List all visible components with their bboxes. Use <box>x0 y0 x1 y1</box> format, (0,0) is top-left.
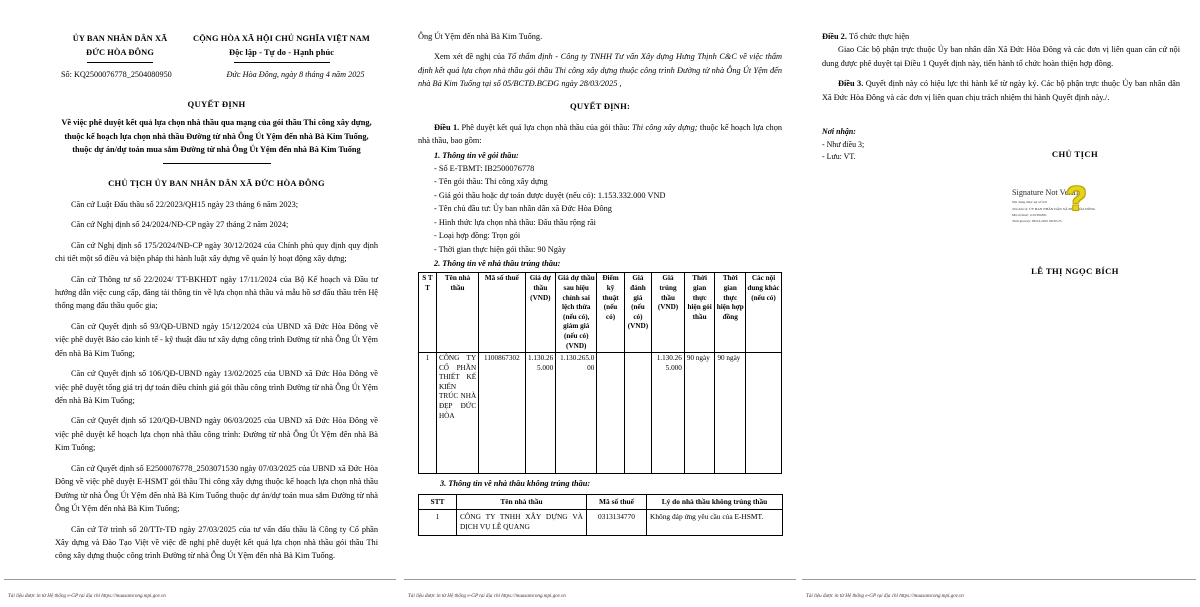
legal-basis-item: Căn cứ Thông tư số 22/2024/ TT-BKHĐT ngày 17/11/2024 của Bộ Kế hoạch và Đầu tư hướng dẫn việc cung cấp, đăng tải thông tin về lựa chọn nhà thầu và mẫu hồ sơ đấu thầu trên Hệ thống mạng đấu thầu quốc gia; <box>55 274 378 311</box>
national-heading-block <box>185 32 378 63</box>
footer-text: Tài liệu được in từ Hệ thống e-GP tại địa chỉ https://muasamcong.mpi.gov.vn <box>8 593 166 599</box>
signature-status-text: Signature Not Verified <box>1012 187 1086 197</box>
cell-stt: 1 <box>419 509 457 535</box>
col-header-stt: STT <box>419 494 457 509</box>
review-paragraph <box>418 50 782 90</box>
document-header <box>55 32 378 63</box>
article-2-text: Giao Các bộ phận trực thuộc Ủy ban nhân dân Xã Đức Hòa Đông và các đơn vị liên quan căn cứ nội dung được phê duyệt tại Điều 1 Quyết định này, tiến hành tổ chức hoàn thiện hợp đồng. <box>822 45 1180 68</box>
table-row <box>419 353 782 474</box>
cell-technical-score <box>597 353 624 474</box>
question-mark-icon: ? <box>1066 179 1087 218</box>
signature-timestamp: Thời gian ký: 08-04-2025 09:50:25 <box>1012 219 1062 224</box>
package-info-item: - Số E-TBMT: IB2500076778 <box>434 163 535 173</box>
authority-divider <box>87 62 153 63</box>
footer-text: Tài liệu được in từ Hệ thống e-GP tại địa chỉ https://muasamcong.mpi.gov.vn <box>408 593 566 599</box>
legal-basis-item: Căn cứ Quyết định số 106/QĐ-UBND ngày 13/02/2025 của UBND xã Đức Hòa Đông về việc phê duyệt tổng giá trị dự toán điều chỉnh giá gói thầu công trình Đường từ nhà Ông Út Yệm đến nhà Bà Kim Tuống; <box>55 369 378 405</box>
national-line-2: Độc lập - Tự do - Hạnh phúc <box>228 47 335 57</box>
recipient-item: - Như điều 3; <box>822 139 865 149</box>
authority-line-2: ĐỨC HÒA ĐÔNG <box>86 47 154 57</box>
place-and-date: Đức Hòa Đông, ngày 8 tháng 4 năm 2025 <box>226 69 365 79</box>
signer-position: CHỦ TỊCH <box>1051 149 1099 159</box>
col-header-evaluated-price: Giá đánh giá (nếu có) (VND) <box>624 273 651 353</box>
article-1-label: Điều 1. <box>434 122 460 132</box>
cell-package-duration: 90 ngày <box>684 353 715 474</box>
package-info-item: - Giá gói thầu hoặc dự toán được duyệt (nếu có): 1.153.332.000 VND <box>434 190 666 200</box>
footer-divider <box>404 579 796 580</box>
signer-name: LÊ THỊ NGỌC BÍCH <box>1031 265 1119 276</box>
legal-basis-item: Căn cứ Quyết định số E2500076778_2503071530 ngày 07/03/2025 của UBND xã Đức Hòa Đông về việc phê duyệt E-HSMT gói thầu Thi công xây dựng thuộc kế hoạch lựa chọn nhà thầu Đường từ nhà Ông Út Yệm đến nhà Bà Kim Tuống thuộc dự án/dự toán mua sắm Đường từ nhà Ông Út Yệm đến nhà Bà Kim Tuống; <box>55 463 378 514</box>
document-subtitle: Về việc phê duyệt kết quả lựa chọn nhà thầu qua mạng của gói thầu Thi công xây dựng, thuộc kế hoạch lựa chọn nhà thầu Đường từ nhà Ông Út Yệm đến nhà Bà Kim Tuống, thuộc dự án/dự toán mua sắm Đường từ nhà Ông Út Yệm đến nhà Bà Kim Tuống <box>61 117 372 155</box>
digital-signature-stamp <box>1012 179 1138 228</box>
col-header-bid-price: Giá dự thầu (VND) <box>525 273 556 353</box>
section-3-title: 3. Thông tin về nhà thầu không trúng thầu: <box>440 479 591 489</box>
losing-bidder-table <box>418 494 783 536</box>
col-header-technical-score: Điểm kỹ thuật (nếu có) <box>597 273 624 353</box>
recipients-title: Nơi nhận: <box>822 127 856 137</box>
cell-contract-duration: 90 ngày <box>715 353 746 474</box>
legal-basis-item: Căn cứ Luật Đấu thầu số 22/2023/QH15 ngày 23 tháng 6 năm 2023; <box>71 199 299 209</box>
cell-evaluated-price <box>624 353 651 474</box>
signature-tax-code: Mã số thuế: 1101381881 <box>1012 213 1047 218</box>
footer-text: Tài liệu được in từ Hệ thống e-GP tại địa chỉ https://muasamcong.mpi.gov.vn <box>806 593 964 599</box>
page-footers <box>0 577 1200 607</box>
issuing-authority-block <box>55 32 185 63</box>
article-1-text-before: Phê duyệt kết quả lựa chọn nhà thầu của gói thầu: <box>459 122 633 132</box>
package-info-item: - Hình thức lựa chọn nhà thầu: Đấu thầu rộng rãi <box>434 217 596 227</box>
col-header-reason: Lý do nhà thầu không trúng thầu <box>647 494 783 509</box>
national-line-1: CỘNG HÒA XÃ HỘI CHỦ NGHĨA VIỆT NAM <box>193 34 370 43</box>
national-divider <box>234 62 330 63</box>
cell-winning-price: 1.130.265.000 <box>652 353 685 474</box>
cell-tax-code: 1100867302 <box>479 353 525 474</box>
package-info-item: - Thời gian thực hiện gói thầu: 90 Ngày <box>434 244 566 254</box>
issuing-authority-title: CHỦ TỊCH ỦY BAN NHÂN DÂN XÃ ĐỨC HÒA ĐÔNG <box>108 177 325 188</box>
recipient-item: - Lưu: VT. <box>822 151 856 161</box>
article-2-label: Điều 2. <box>822 32 847 41</box>
legal-basis-item: Căn cứ Nghị định số 175/2024/NĐ-CP ngày 30/12/2024 của Chính phủ quy định quy định chi tiết một số điều và biện pháp thi hành luật xây dựng về quản lý hoạt động xây dựng; <box>55 240 378 264</box>
signature-block <box>970 148 1180 279</box>
cell-adjusted-price: 1.130.265.000 <box>556 353 597 474</box>
col-header-winning-price: Giá trúng thầu (VND) <box>652 273 685 353</box>
document-number: Số: KQ2500076778_2504080950 <box>61 69 172 79</box>
page-column-3 <box>800 0 1200 607</box>
document-meta-row <box>55 68 378 81</box>
col-header-tax-code: Mã số thuế <box>479 273 525 353</box>
footer-divider <box>802 579 1196 580</box>
winning-bidder-table <box>418 272 782 474</box>
decision-heading: QUYẾT ĐỊNH: <box>569 100 631 111</box>
review-italic: Tổ thẩm định - Công ty TNHH Tư vấn Xây dựng Hưng Thịnh C&C về việc thẩm định kết quả lựa chọn nhà thầu gói thầu Thi công xây dựng thuộc công trình Đường từ nhà Ông Út Yệm đến nhà Bà Kim Tuống tại số 05/BCTĐ.BCĐG ngày 28/03/2025 , <box>418 52 782 89</box>
table-header-row <box>419 273 782 353</box>
page-column-2 <box>400 0 800 607</box>
cell-bid-price: 1.130.265.000 <box>525 353 556 474</box>
cell-other-content <box>746 353 782 474</box>
legal-basis-item: Căn cứ Quyết định số 120/QĐ-UBND ngày 06/03/2025 của UBND xã Đức Hòa Đông về việc phê duyệt kế hoạch lựa chọn nhà thầu công trình: Đường từ nhà Ông Út Yệm đến nhà Bà Kim Tuống; <box>55 416 378 453</box>
footer-divider <box>4 579 396 580</box>
page-column-1 <box>0 0 400 607</box>
col-header-bidder-name: Tên nhà thầu <box>457 494 587 509</box>
legal-basis-item: Căn cứ Tờ trình số 20/TTr-TĐ ngày 27/03/2025 của tư vấn đấu thầu là Công ty Cổ phần Xây dựng và Đào Tạo Việt về việc đề nghị phê duyệt kết quả lựa chọn nhà thầu gói thầu Thi công xây dựng thuộc công trình Đường từ nhà Ông Út Yệm đến nhà Bà Kim Tuống. <box>55 524 378 561</box>
article-3-text: Quyết định này có hiệu lực thi hành kể từ ngày ký. Các bộ phận trực thuộc Ủy ban nhân dân Xã Đức Hòa Đông và các đơn vị liên quan chịu trách nhiệm thi hành Quyết định này./. <box>822 79 1180 102</box>
legal-basis-item: Căn cứ Nghị định số 24/2024/NĐ-CP ngày 27 tháng 2 năm 2024; <box>71 220 289 230</box>
package-info-item: - Tên gói thầu: Thi công xây dựng <box>434 177 548 187</box>
col-header-tax-code: Mã số thuế <box>587 494 647 509</box>
legal-basis-item: Căn cứ Quyết định số 93/QĐ-UBND ngày 15/12/2024 của UBND xã Đức Hòa Đông về việc phê duyệt Báo cáo kinh tế - kỹ thuật đầu tư xây dựng công trình Đường từ nhà Ông Út Yệm đến nhà Bà Kim Tuống; <box>55 321 378 358</box>
article-1 <box>418 121 782 148</box>
col-header-contract-duration: Thời gian thực hiện hợp đồng <box>715 273 746 353</box>
section-1-title: 1. Thông tin về gói thầu: <box>434 150 519 160</box>
article-1-text-after: thuộc kế hoạch lựa chọn nhà thầu, bao gồm: <box>418 122 782 146</box>
cell-reason: Không đáp ứng yêu cầu của E-HSMT. <box>647 509 783 535</box>
section-2-title: 2. Thông tin về nhà thầu trúng thầu: <box>434 259 561 269</box>
cell-tax-code: 0313134770 <box>587 509 647 535</box>
cell-bidder-name: CÔNG TY TNHH XÂY DỰNG VÀ DỊCH VỤ LÊ QUANG <box>457 509 587 535</box>
col-header-bidder-name: Tên nhà thầu <box>436 273 478 353</box>
cell-bidder-name: CÔNG TY CỔ PHẦN THIẾT KẾ KIẾN TRÚC NHÀ ĐẸP ĐỨC HÒA <box>436 353 478 474</box>
package-info-item: - Loại hợp đồng: Trọn gói <box>434 231 521 241</box>
article-3 <box>822 77 1180 104</box>
table-row <box>419 509 783 535</box>
authority-line-1: ỦY BAN NHÂN DÂN XÃ <box>72 34 168 43</box>
package-info-item: - Tên chủ đầu tư: Ủy ban nhân dân xã Đức Hòa Đông <box>434 204 612 214</box>
table-header-row <box>419 494 783 509</box>
cell-stt: 1 <box>419 353 437 474</box>
review-prefix: Xem xét đề nghị của <box>434 52 508 62</box>
col-header-adjusted-price: Giá dự thầu sau hiệu chỉnh sai lệch thừa (nếu có), giảm giá (nếu có) (VND) <box>556 273 597 353</box>
article-1-package: Thi công xây dựng; <box>632 122 698 132</box>
signature-signed-by: Nội dung được ký số bởi <box>1012 200 1047 205</box>
continuation-text: Ông Út Yệm đến nhà Bà Kim Tuống. <box>418 32 543 41</box>
article-3-label: Điều 3. <box>838 79 864 89</box>
title-divider <box>163 163 271 164</box>
article-2 <box>822 30 1180 43</box>
col-header-other-content: Các nội dung khác (nếu có) <box>746 273 782 353</box>
col-header-stt: S T T <box>419 273 437 353</box>
signature-org: Tên đơn vị: ỦY BAN NHÂN DÂN XÃ ĐỨC HÒA ĐÔNG <box>1012 206 1096 211</box>
article-2-heading: Tổ chức thực hiện <box>846 32 910 41</box>
col-header-package-duration: Thời gian thực hiện gói thầu <box>684 273 715 353</box>
page-title: QUYẾT ĐỊNH <box>187 99 246 109</box>
